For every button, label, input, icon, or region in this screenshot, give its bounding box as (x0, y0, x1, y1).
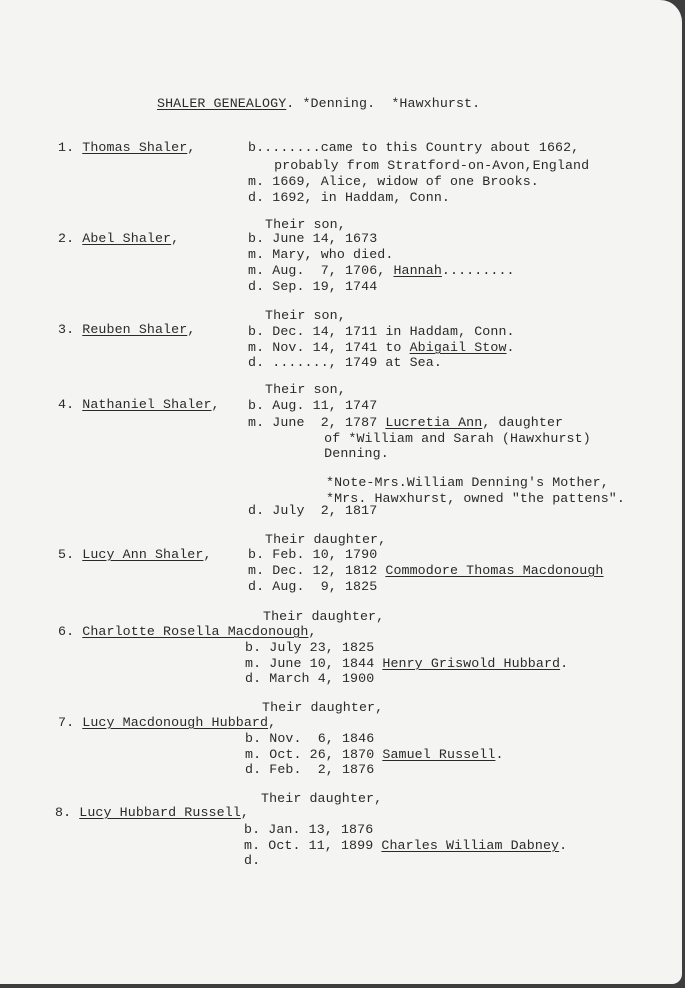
entry-3-relation: Their son, (265, 308, 346, 323)
entry-2-married-2: m. Aug. 7, 1706, Hannah......... (248, 263, 515, 278)
entry-2-married-1: m. Mary, who died. (248, 247, 394, 262)
entry-3-married: m. Nov. 14, 1741 to Abigail Stow. (248, 340, 515, 355)
entry-2-died: d. Sep. 19, 1744 (248, 279, 378, 294)
page-title: SHALER GENEALOGY. *Denning. *Hawxhurst. (157, 96, 481, 111)
entry-8-relation: Their daughter, (261, 791, 383, 806)
entry-6-married: m. June 10, 1844 Henry Griswold Hubbard. (245, 656, 569, 671)
entry-2-name: 2. Abel Shaler, (58, 231, 180, 246)
entry-8-married: m. Oct. 11, 1899 Charles William Dabney. (244, 838, 568, 853)
entry-1-name: 1. Thomas Shaler, (58, 140, 196, 155)
entry-8-born: b. Jan. 13, 1876 (244, 822, 374, 837)
entry-3-name: 3. Reuben Shaler, (58, 322, 196, 337)
entry-5-name: 5. Lucy Ann Shaler, (58, 547, 212, 562)
entry-4-married-cont-1: of *William and Sarah (Hawxhurst) (308, 431, 591, 446)
entry-4-relation: Their son, (265, 382, 346, 397)
entry-6-relation: Their daughter, (263, 609, 385, 624)
entry-4-married: m. June 2, 1787 Lucretia Ann, daughter (248, 415, 564, 430)
entry-5-married: m. Dec. 12, 1812 Commodore Thomas Macdonough (248, 563, 604, 578)
title-note-hawxhurst: *Hawxhurst. (391, 96, 481, 111)
entry-1-origin: probably from Stratford-on-Avon,England (266, 158, 590, 173)
entry-7-married: m. Oct. 26, 1870 Samuel Russell. (245, 747, 504, 762)
entry-1-born: b........came to this Country about 1662, (248, 140, 580, 155)
entry-6-born: b. July 23, 1825 (245, 640, 375, 655)
entry-3-born: b. Dec. 14, 1711 in Haddam, Conn. (248, 324, 515, 339)
entry-4-married-cont-2: Denning. (308, 446, 389, 461)
entry-8-died: d. (244, 853, 261, 868)
entry-3-died: d. ......., 1749 at Sea. (248, 355, 442, 370)
entry-4-name: 4. Nathaniel Shaler, (58, 397, 220, 412)
entry-7-born: b. Nov. 6, 1846 (245, 731, 375, 746)
entry-7-died: d. Feb. 2, 1876 (245, 762, 375, 777)
entry-2-relation: Their son, (265, 217, 346, 232)
entry-5-relation: Their daughter, (265, 532, 387, 547)
entry-1-married: m. 1669, Alice, widow of one Brooks. (248, 174, 539, 189)
title-note-denning: *Denning. (302, 96, 376, 111)
entry-7-name: 7. Lucy Macdonough Hubbard, (58, 715, 277, 730)
entry-4-died: d. July 2, 1817 (248, 503, 378, 518)
entry-5-died: d. Aug. 9, 1825 (248, 579, 378, 594)
title-heading: SHALER GENEALOGY (157, 96, 287, 111)
entry-7-relation: Their daughter, (262, 700, 384, 715)
entry-1-died: d. 1692, in Haddam, Conn. (248, 190, 450, 205)
entry-5-born: b. Feb. 10, 1790 (248, 547, 378, 562)
entry-6-died: d. March 4, 1900 (245, 671, 375, 686)
entry-8-name: 8. Lucy Hubbard Russell, (55, 805, 249, 820)
entry-6-name: 6. Charlotte Rosella Macdonough, (58, 624, 317, 639)
entry-4-note-1: *Note-Mrs.William Denning's Mother, (326, 475, 609, 490)
entry-4-born: b. Aug. 11, 1747 (248, 398, 378, 413)
entry-2-born: b. June 14, 1673 (248, 231, 378, 246)
entry-4-note-2: *Mrs. Hawxhurst, owned "the pattens". (326, 491, 625, 506)
